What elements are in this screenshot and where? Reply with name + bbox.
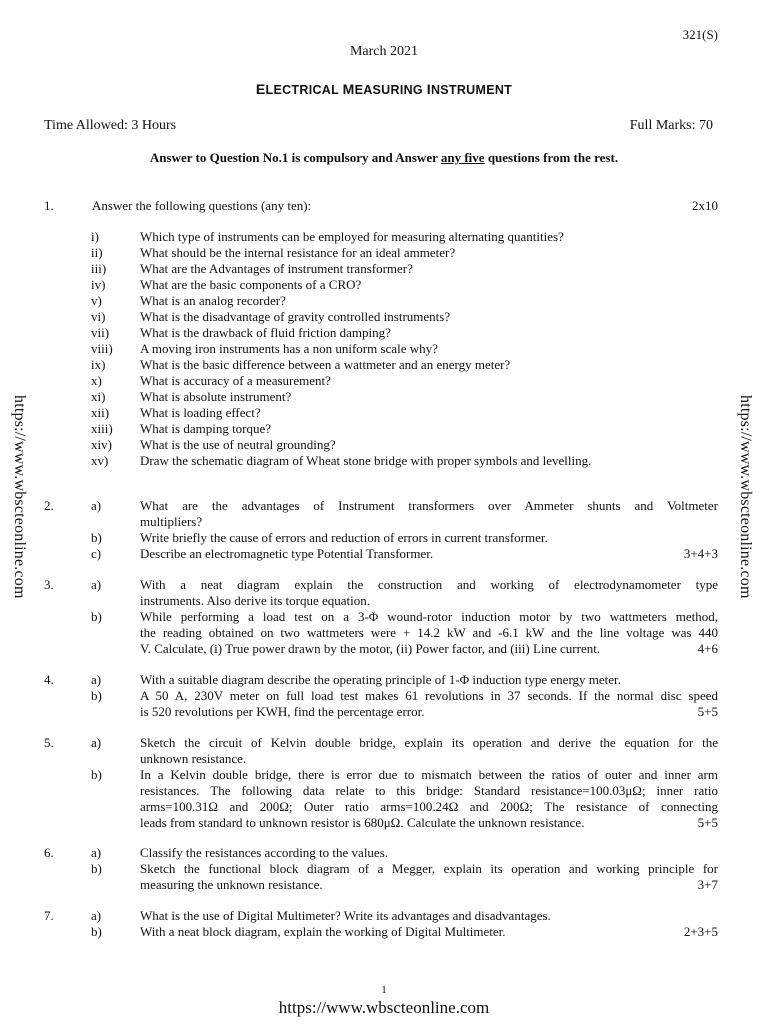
- title-rest-1: LECTRICAL: [265, 83, 343, 97]
- q1-item-text: What is accuracy of a measurement?: [140, 373, 331, 388]
- q1-item-text: What is the use of neutral grounding?: [140, 437, 336, 452]
- q3-a-line: instruments. Also derive its torque equation.: [140, 593, 370, 608]
- q1-item-label: xii): [91, 405, 110, 420]
- q1-item-text: What should be the internal resistance for an ideal ammeter?: [140, 245, 456, 260]
- title-rest-2: EASURING: [354, 83, 427, 97]
- q1-item-label: xiii): [91, 421, 113, 436]
- q1-number: 1.: [44, 198, 54, 213]
- q7-number: 7.: [44, 908, 54, 923]
- paper-title: [0, 81, 768, 97]
- q1-item-label: iv): [91, 277, 106, 292]
- q5-b-line: In a Kelvin double bridge, there is error due to mismatch between the ratios of outer and inner arm: [140, 767, 718, 782]
- q1-item-text: What is absolute instrument?: [140, 389, 292, 404]
- q2-a-label: a): [91, 498, 102, 513]
- q1-item-text: What is the basic difference between a wattmeter and an energy meter?: [140, 357, 511, 372]
- q4-b-line: is 520 revolutions per KWH, find the percentage error.: [140, 704, 425, 719]
- q7-a-line: What is the use of Digital Multimeter? Write its advantages and disadvantages.: [140, 908, 551, 923]
- q1-item-label: ix): [91, 357, 106, 372]
- q2-a-line: multipliers?: [140, 514, 203, 529]
- instruction-post: questions from the rest.: [484, 150, 619, 165]
- q3-a-line: With a neat diagram explain the construction and working of electrodynamometer type: [140, 577, 718, 592]
- q3-b-line: the reading obtained on two wattmeters were + 14.2 kW and -6.1 kW and the line voltage was 440: [140, 625, 718, 640]
- q5-b-label: b): [91, 767, 102, 782]
- q1-item-label: xv): [91, 453, 109, 468]
- q7-a-label: a): [91, 908, 102, 923]
- q1-item-text: What is loading effect?: [140, 405, 261, 420]
- page-number: 1: [381, 984, 387, 996]
- q6-marks: 3+7: [697, 877, 718, 892]
- q1-item-text: What are the Advantages of instrument transformer?: [140, 261, 413, 276]
- q5-b-line: resistances. The following data relate to this bridge: Standard resistance=100.03μΩ; inner ratio: [140, 783, 718, 798]
- q1-item-label: vi): [91, 309, 106, 324]
- q5-number: 5.: [44, 735, 54, 750]
- q1-item-text: What is the drawback of fluid friction damping?: [140, 325, 391, 340]
- q5-b-line: leads from standard to unknown resistor is 680μΩ. Calculate the unknown resistance.: [140, 815, 585, 830]
- q2-b-label: b): [91, 530, 102, 545]
- q7-b-label: b): [91, 924, 102, 939]
- q1-marks: 2x10: [692, 198, 718, 213]
- q1-item-label: i): [91, 229, 99, 244]
- q1-item-label: xi): [91, 389, 106, 404]
- q5-a-label: a): [91, 735, 102, 750]
- instruction-emphasis: any five: [440, 150, 485, 165]
- q4-b-line: A 50 A, 230V meter on full load test makes 61 revolutions in 37 seconds. If the normal disc speed: [140, 688, 718, 703]
- q2-c-label: c): [91, 546, 102, 561]
- q3-a-label: a): [91, 577, 102, 592]
- q1-item-label: viii): [91, 341, 113, 356]
- q6-b-line: measuring the unknown resistance.: [140, 877, 323, 892]
- q6-a-label: a): [91, 845, 102, 860]
- title-cap-3: I: [426, 81, 431, 97]
- q1-item-label: iii): [91, 261, 107, 276]
- q4-number: 4.: [44, 672, 54, 687]
- q2-marks: 3+4+3: [683, 546, 718, 561]
- paper-code: 321(S): [682, 27, 718, 42]
- q1-item-text: Draw the schematic diagram of Wheat stone bridge with proper symbols and levelling.: [140, 453, 592, 468]
- q3-marks: 4+6: [697, 641, 718, 656]
- q1-item-text: What is damping torque?: [140, 421, 272, 436]
- q1-item-text: What is an analog recorder?: [140, 293, 286, 308]
- instructions: [0, 150, 768, 166]
- q6-a-line: Classify the resistances according to the values.: [140, 845, 389, 860]
- full-marks: Full Marks: 70: [629, 118, 713, 133]
- q1-text: Answer the following questions (any ten):: [92, 198, 312, 213]
- q1-item-label: xiv): [91, 437, 112, 452]
- q1-item-text: Which type of instruments can be employed for measuring alternating quantities?: [140, 229, 564, 244]
- exam-date: March 2021: [349, 44, 419, 59]
- q6-b-label: b): [91, 861, 102, 876]
- watermark-left: https://www.wbscteonline.com: [11, 395, 28, 599]
- q5-b-line: arms=100.31Ω and 200Ω; Outer ratio arms=100.24Ω and 200Ω; The resistance of connecting: [140, 799, 718, 814]
- q1-item-label: x): [91, 373, 102, 388]
- q3-b-line: While performing a load test on a 3-Φ wound-rotor induction motor by two wattmeters method,: [140, 609, 718, 624]
- q5-a-line: unknown resistance.: [140, 751, 247, 766]
- q2-number: 2.: [44, 498, 54, 513]
- q2-a-line: What are the advantages of Instrument transformers over Ammeter shunts and Voltmeter: [140, 498, 718, 513]
- q6-number: 6.: [44, 845, 54, 860]
- title-rest-3: NSTRUMENT: [430, 83, 513, 97]
- q3-b-label: b): [91, 609, 102, 624]
- q2-b-line: Write briefly the cause of errors and reduction of errors in current transformer.: [140, 530, 548, 545]
- watermark-right: https://www.wbscteonline.com: [737, 395, 754, 599]
- q4-a-line: With a suitable diagram describe the operating principle of 1-Φ induction type energy meter.: [140, 672, 621, 687]
- q3-b-line: V. Calculate, (i) True power drawn by the motor, (ii) Power factor, and (iii) Line current.: [140, 641, 601, 656]
- q1-item-text: A moving iron instruments has a non uniform scale why?: [140, 341, 438, 356]
- q4-a-label: a): [91, 672, 102, 687]
- q1-item-text: What are the basic components of a CRO?: [140, 277, 362, 292]
- q1-item-text: What is the disadvantage of gravity controlled instruments?: [140, 309, 451, 324]
- instruction-pre: Answer to Question No.1 is compulsory and Answer: [149, 150, 441, 165]
- q2-c-line: Describe an electromagnetic type Potential Transformer.: [140, 546, 434, 561]
- time-allowed: Time Allowed: 3 Hours: [44, 118, 177, 133]
- q4-b-label: b): [91, 688, 102, 703]
- footer-url[interactable]: https://www.wbscteonline.com: [278, 998, 490, 1017]
- title-cap-2: M: [342, 81, 355, 97]
- q1-item-label: ii): [91, 245, 103, 260]
- q6-b-line: Sketch the functional block diagram of a Megger, explain its operation and working principle for: [140, 861, 718, 876]
- q7-b-line: With a neat block diagram, explain the working of Digital Multimeter.: [140, 924, 506, 939]
- q4-marks: 5+5: [697, 704, 718, 719]
- q1-item-label: v): [91, 293, 102, 308]
- q1-item-label: vii): [91, 325, 110, 340]
- q5-marks: 5+5: [697, 815, 718, 830]
- q7-marks: 2+3+5: [683, 924, 718, 939]
- q3-number: 3.: [44, 577, 54, 592]
- title-cap-1: E: [255, 81, 266, 97]
- q5-a-line: Sketch the circuit of Kelvin double bridge, explain its operation and derive the equation for the: [140, 735, 718, 750]
